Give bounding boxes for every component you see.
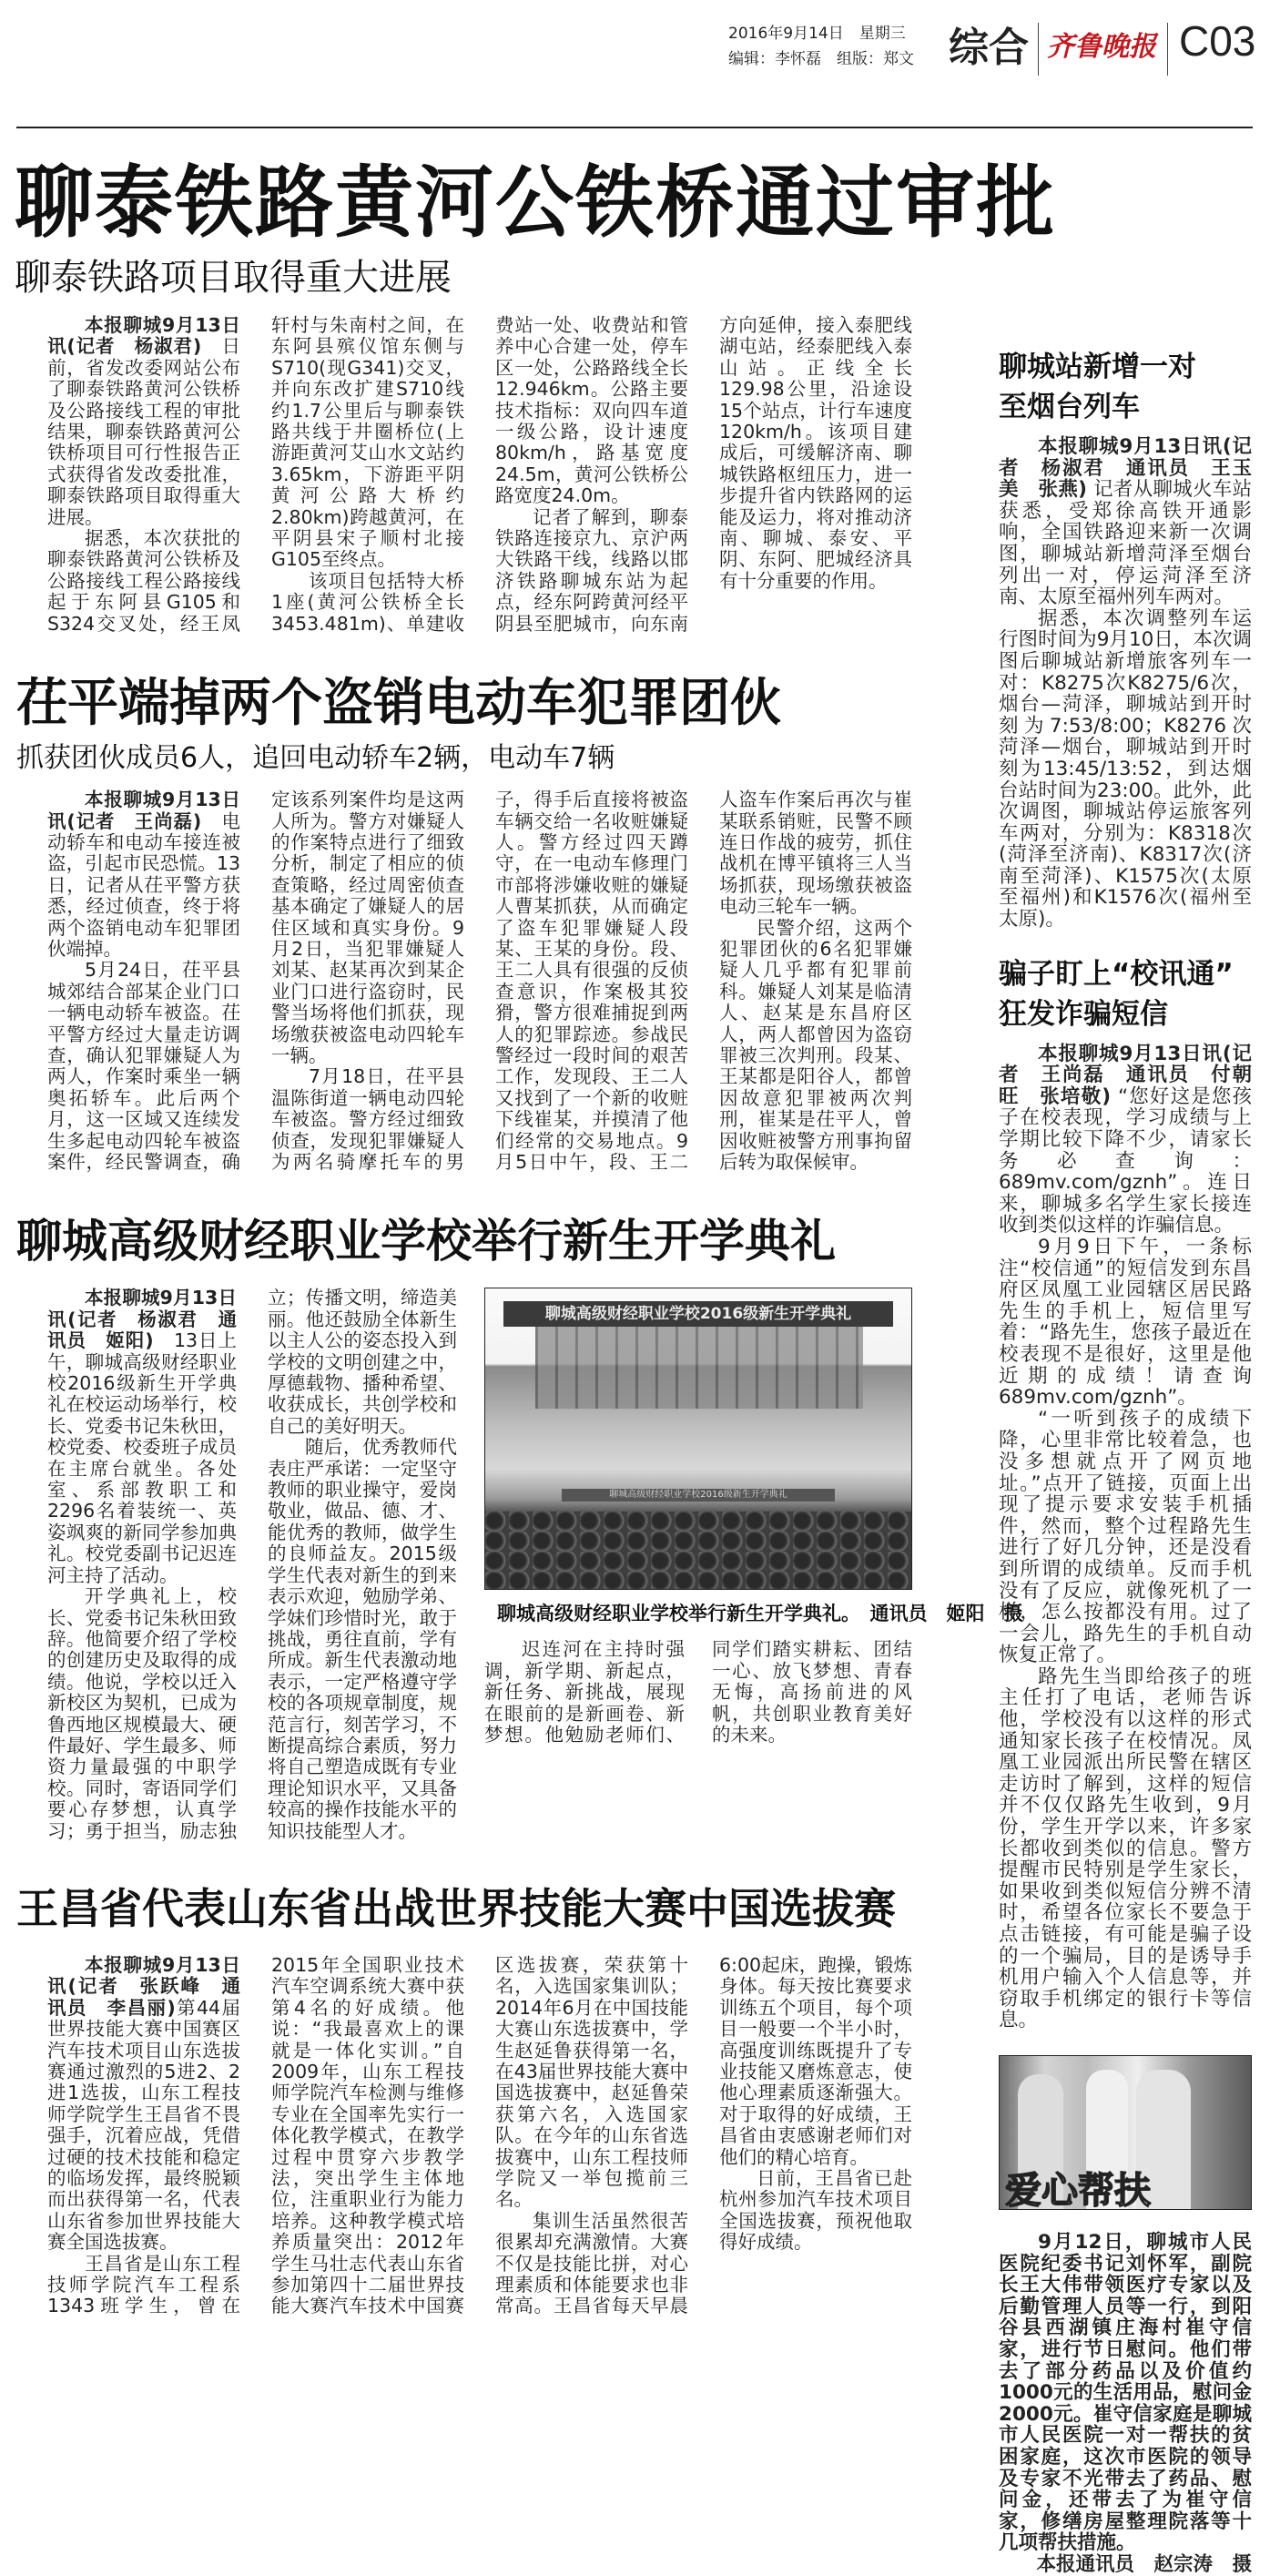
section-name: 综合	[949, 25, 1029, 71]
train-dateline: 本报聊城9月13日讯(记者 杨淑君 通讯员 王玉美 张燕)	[999, 435, 1252, 502]
article2-dateline: 本报聊城9月13日讯(记者 王尚磊)	[47, 789, 240, 832]
students-crowd	[485, 1512, 911, 1589]
paragraph: 路先生当即给孩子的班主任打了电话，老师告诉他，学校没有以这样的形式通知家长孩子在校情况。凤凰工业园派出所民警在辖区走访时了解到，这样的短信并不仅仅路先生收到，9月份，学生开学以来，许多家长都收到类似的信息。警方提醒市民特别是学生家长，如果收到类似短信分辨不清时，希望各位家长不要急于点击链接，有可能是骗子设的一个骗局，目的是诱导手机用户输入个人信息等，并窃取手机绑定的银行卡等信息。	[999, 1665, 1252, 2032]
photo-banner: 聊城高级财经职业学校2016级新生开学典礼	[503, 1301, 893, 1327]
paragraph: 日前，王昌省已赴杭州参加汽车技术项目全国选拔赛，预祝他取得好成绩。	[719, 2167, 912, 2254]
paragraph: 随后，优秀教师代表庄严承诺：一定坚守教师的职业操守，爱岗敬业，做品、德、才、能优秀的教师，做学生的良师益友。2015级学生代表对新生的到来表示欢迎，勉励学弟、学妹们珍惜时光，敢于挑战，勇往直前，学有所成。新生代表激动地表示，一定严格遵守学校的各项规章制度，规范言行，刻苦学习，不断提高综合素质，努力将自己塑造成既有专业理论知识水平，又具备较高的操作技能水平的知识技能型人才。	[268, 1436, 457, 1842]
article3-body	[47, 1288, 457, 1842]
article1-body	[47, 315, 912, 635]
paragraph: “您好这是您孩子在校表现，学习成绩与上学期比较下降不少，请家长务必查询：689mv.com/gznh”。连日来，聊城多名学生家长接连收到类似这样的诈骗信息。	[999, 1084, 1252, 1237]
paragraph: 日前，省发改委网站公布了聊泰铁路黄河公铁桥及公路接线工程的审批结果，聊泰铁路黄河公铁桥项目可行性报告正式获得省发改委批准，聊泰铁路项目取得重大进展。	[47, 335, 240, 528]
paragraph: 7月18日，茌平县温陈街道一辆电动四轮车被盗。警方经过细致侦查，发现犯罪嫌疑人为两名骑摩托车的男子，得手后直接将被盗车辆交给一名收赃嫌疑人。警方经过四天蹲守，在一电动车修理门市部将涉嫌收赃的嫌疑人曹某抓获，从而确定了盗车犯罪嫌疑人段某、王某的身份。段、王二人具有很强的反侦查意识，作案极其狡猾，警方很难捕捉到两人的犯罪踪迹。参战民警经过一段时间的艰苦工作，发现段、王二人又找到了一个新的收赃下线崔某，并摸清了他们经常的交易地点。9月5日中午，段、王二人盗车作案后再次与崔某联系销赃，民警不顾连日作战的疲劳，抓住战机在博平镇将三人当场抓获，现场缴获被盗电动三轮车一辆。	[271, 789, 912, 1173]
paragraph: 记者从聊城火车站获悉，受郑徐高铁开通影响，全国铁路迎来新一次调图，聊城站新增菏泽至烟台列出一对，停运菏泽至济南、太原至福州列车两对。	[999, 478, 1252, 609]
train-story	[999, 347, 1252, 931]
sidebar-column	[999, 315, 1252, 2575]
train-headline-line1: 聊城站新增一对	[999, 351, 1196, 383]
page-number: C03	[1179, 17, 1256, 65]
article3-headline: 聊城高级财经职业学校举行新生开学典礼	[16, 1215, 836, 1268]
paragraph: 5月24日，茌平县城郊结合部某企业门口一辆电动轿车被盗。茌平警方经过大量走访调查，确认犯罪嫌疑人为两人，作案时乘坐一辆奥拓轿车。此后两个月，这一区域又连续发生多起电动四轮车被盗案件，经民警调查，确定该系列案件均是这两人所为。警方对嫌疑人的作案特点进行了细致分析，制定了相应的侦查策略，经过周密侦查基本确定了嫌疑人的居住区域和真实身份。9月2日，当犯罪嫌疑人刘某、赵某再次到某企业门口进行盗窃时，民警当场将他们抓获，现场缴获被盗电动四轮车一辆。	[47, 789, 464, 1173]
photo-overlay-title: 爱心帮扶	[1005, 2169, 1151, 2210]
scam-headline-line2: 狂发诈骗短信	[999, 997, 1168, 1031]
paragraph: 9月9日下午，一条标注“校信通”的短信发到东昌府区凤凰工业园辖区居民路先生的手机上，短信里写着：“路先生，您孩子最近在校表现不是很好，这里是他近期的成绩！请查询689mv.com/gznh”。	[999, 1236, 1252, 1410]
paragraph: “一听到孩子的成绩下降，心里非常比较着急，也没多想就点开了网页地址。”点开了链接，页面上出现了提示要求安装手机插件，然而，整个过程路先生进行了好几分钟，还是没看到所谓的成绩单。反而手机没有了反应，就像死机了一样，怎么按都没有用。过了一会儿，路先生的手机自动恢复正常了。	[999, 1407, 1252, 1667]
paragraph: 迟连河在主持时强调，新学期、新起点，新任务、新挑战，展现在眼前的是新画卷、新梦想。他勉励老师们、同学们踏实耕耘、团结一心、放飞梦想、青春无悔，高扬前进的风帆，共创职业教育美好的未来。	[484, 1638, 912, 1746]
train-body	[999, 436, 1252, 931]
paragraph: 该项目包括特大桥1座(黄河公铁桥全长3453.481m)、单建收费站一处、收费站和管养中心合建一处，停车区一处，公路路线全长12.946km。公路主要技术指标：双向四车道一级公路，设计速度80km/h，路基宽度24.5m，黄河公铁桥公路宽度24.0m。	[271, 314, 688, 635]
masthead	[0, 0, 1270, 128]
article2-body	[47, 789, 912, 1173]
photo-caption: 聊城高级财经职业学校举行新生开学典礼。 通讯员 姬阳 摄	[497, 1603, 1023, 1625]
scam-dateline: 本报聊城9月13日讯(记者 王尚磊 通讯员 付朝旺 张培敬)	[999, 1042, 1252, 1108]
paragraph: 据悉，本次获批的聊泰铁路黄河公铁桥及公路接线工程公路接线起于东阿县G105和S324交叉处，经王凤轩村与朱南村之间，在东阿县殡仪馆东侧与S710(现G341)交叉，并向东改扩建S710线约1.7公里后与聊泰铁路共线于井圈桥位(上游距黄河艾山水文站约3.65km，下游距平阴黄河公路大桥约2.80km)跨越黄河，在平阴县宋子顺村北接G105至终点。	[47, 314, 464, 635]
article4-dateline: 本报聊城9月13日讯(记者 张跃峰 通讯员 李昌丽)	[47, 1953, 240, 2019]
charity-visit-photo	[999, 2055, 1252, 2210]
issue-date: 2016年9月14日 星期三	[728, 25, 906, 43]
article1-subheadline: 聊泰铁路项目取得重大进展	[15, 257, 452, 299]
article2-subheadline: 抓获团伙成员6人，追回电动轿车2辆，电动车7辆	[16, 742, 615, 775]
main-column	[16, 314, 1023, 2317]
paragraph: 王昌省是山东工程技师学院汽车工程系1343班学生，曾在2015年全国职业技术汽车空调系统大赛中获第4名的好成绩。他说：“我最喜欢上的课就是一体化实训。”自2009年，山东工程技师学院汽车检测与维修专业在全国率先实行一体化教学模式，在教学过程中贯穿六步教学法，突出学生主体地位，注重职业行为能力培养。这种教学模式培养质量突出：2012年学生马壮志代表山东省参加第四十二届世界技能大赛汽车技术中国赛区选拔赛，荣获第十名，入选国家集训队；2014年6月在中国技能大赛山东选拔赛中，学生赵延鲁获得第一名，在43届世界技能大赛中国选拔赛中，赵延鲁荣获第六名，入选国家队。在今年的山东省选拔赛中，山东工程技师学院又一举包揽前三名。	[47, 1953, 688, 2317]
article1-dateline: 本报聊城9月13日讯(记者 杨淑君)	[47, 314, 240, 358]
train-headline-line2: 至烟台列车	[999, 391, 1140, 423]
paragraph: 集训生活虽然很苦很累却充满激情。大赛不仅是技能比拼，对心理素质和体能要求也非常高。王昌省每天早晨6:00起床，跑操，锻炼身体。每天按比赛要求训练五个项目，每个项目一般要一个半小时，高强度训练既提升了专业技能又磨炼意志，使他心理素质逐渐强大。对于取得的好成绩，王昌省由衷感谢老师们对他们的精心培育。	[495, 1953, 912, 2317]
header-divider	[1167, 23, 1168, 76]
paragraph: 13日上午，聊城高级财经职业校2016级新生开学典礼在校运动场举行，校长、党委书记朱秋田，校党委、校委班子成员在主席台就坐。各处室、系部教职工和2296名着装统一、英姿飒爽的新同学参加典礼。校党委副书记迟连河主持了活动。	[47, 1329, 237, 1586]
paragraph: 电动轿车和电动车接连被盗，引起市民恐慌。13日，记者从茌平警方获悉，经过侦查，终于将两个盗销电动车犯罪团伙端掉。	[47, 809, 240, 960]
newspaper-logo: 齐鲁晚报	[1047, 31, 1156, 63]
scam-headline-line1: 骗子盯上“校讯通”	[999, 957, 1234, 991]
header-rule	[16, 127, 1253, 128]
stage-banner: 聊城高级财经职业学校2016级新生开学典礼	[562, 1489, 835, 1502]
article3-body-continued	[484, 1639, 912, 1746]
article3-dateline: 本报聊城9月13日讯(记者 杨淑君 通讯员 姬阳)	[47, 1287, 237, 1352]
article4-body	[47, 1955, 912, 2317]
header-divider	[1038, 23, 1039, 76]
paragraph: 开学典礼上，校长、党委书记朱秋田致辞。他简要介绍了学校的创建历史及取得的成绩。他说，学校以迁入新校区为契机，已成为鲁西地区规模最大、硬件最好、学生最多、师资力量最强的中职学校。同时，寄语同学们要心存梦想，认真学习；勇于担当，励志独立；传播文明，缔造美丽。他还鼓励全体新生以主人公的姿态投入到学校的文明创建之中，厚德载物、播种希望、收获成长，共创学校和自己的美好明天。	[47, 1287, 457, 1842]
scam-body	[999, 1044, 1252, 2031]
charity-caption	[999, 2232, 1252, 2576]
school-ceremony-photo	[484, 1288, 912, 1590]
editor-credits: 编辑：李怀磊 组版：郑文	[728, 50, 914, 68]
paragraph: 9月12日，聊城市人民医院纪委书记刘怀军，副院长王大伟带领医疗专家以及后勤管理人员等一行，到阳谷县西湖镇庄海村崔守信家，进行节日慰问。他们带去了部分药品以及价值约1000元的生活用品，慰问金2000元。崔守信家庭是聊城市人民医院一对一帮扶的贫困家庭，这次市医院的领导及专家不光带去了药品、慰问金，还带去了为崔守信家，修缮房屋整理院落等十几项帮扶措施。	[999, 2230, 1252, 2555]
paragraph: 第44届世界技能大赛中国赛区汽车技术项目山东选拔赛通过激烈的5进2、2进1选拔，山东工程技师学院学生王昌省不畏强手，沉着应战，凭借过硬的技术技能和稳定的临场发挥，最终脱颖而出获得第一名，代表山东省参加世界技能大赛全国选拔赛。	[47, 1996, 240, 2254]
article2-headline: 茌平端掉两个盗销电动车犯罪团伙	[16, 674, 781, 734]
paragraph: 记者了解到，聊泰铁路连接京九、京沪两大铁路干线，线路以邯济铁路聊城东站为起点，经东阿跨黄河经平阴县至肥城市，向东南方向延伸，接入泰肥线湖屯站，经泰肥线入泰山站。正线全长129.98公里，沿途设15个站点，计行车速度120km/h。该项目建成后，可缓解济南、聊城铁路枢纽压力，进一步提升省内铁路网的运能及运力，将对推动济南、聊城、泰安、平阴、东阿、肥城经济具有十分重要的作用。	[495, 314, 912, 635]
photo-credit: 本报通讯员 赵宗涛 摄	[1036, 2552, 1252, 2576]
scam-story	[999, 954, 1252, 2031]
paragraph: 据悉，本次调整列车运行图时间为9月10日，本次调图后聊城站新增旅客列车一对：K8275次K8275/6次，烟台—菏泽，聊城站到开时刻为7:53/8:00；K8276次菏泽—烟台，聊城站到开时刻为13:45/13:52，到达烟台站时间为23:00。此外，此次调图，聊城站停运旅客列车两对，分别为：K8318次(菏泽至济南)、K8317次(济南至菏泽)、K1575次(太原至福州)和K1576次(福州至太原)。	[999, 606, 1252, 932]
article4-headline: 王昌省代表山东省出战世界技能大赛中国选拔赛	[16, 1883, 896, 1933]
article1-headline: 聊泰铁路黄河公铁桥通过审批	[15, 158, 1056, 249]
paragraph: 民警介绍，这两个犯罪团伙的6名犯罪嫌疑人几乎都有犯罪前科。嫌疑人刘某是临清人、赵某是东昌府区人，两人都曾因为盗窃罪被三次判刑。段某、王某都是阳谷人，都曾因故意犯罪被两次判刑，崔某是茌平人，曾因收赃被警方刑事拘留后转为取保候审。	[719, 916, 912, 1173]
grandstand-roof	[535, 1327, 863, 1409]
